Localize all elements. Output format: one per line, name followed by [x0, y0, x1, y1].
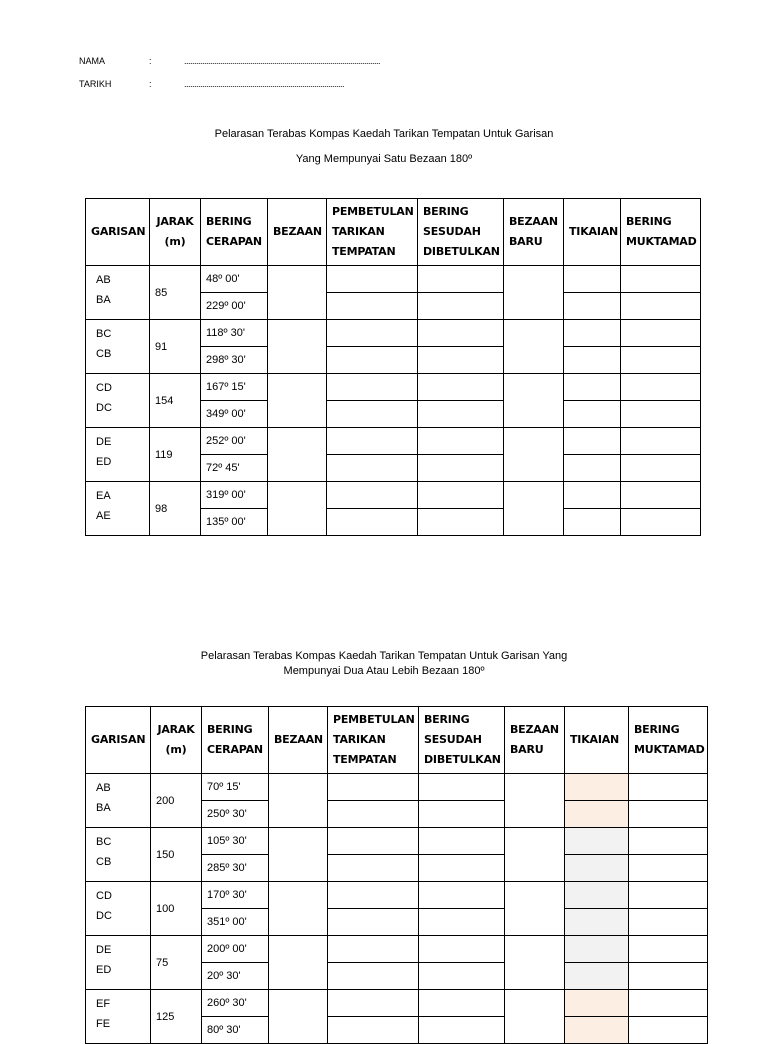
pembetulan-cell[interactable]	[327, 482, 418, 509]
table-row	[86, 882, 708, 909]
header-bezaan: BEZAAN	[269, 707, 328, 774]
table-row	[86, 320, 701, 347]
bezaan-baru-cell[interactable]	[505, 882, 565, 936]
garisan-cell	[86, 882, 151, 936]
bering-sesudah-cell[interactable]	[419, 801, 505, 828]
bering-cerapan-cell: 80º 30'	[202, 1017, 269, 1044]
jarak-cell: 150	[151, 828, 202, 882]
bering-cerapan-cell: 170º 30'	[202, 882, 269, 909]
line-label: BA	[96, 293, 111, 306]
garisan-cell	[86, 936, 151, 990]
bering-sesudah-cell[interactable]	[419, 774, 505, 801]
jarak-cell: 154	[150, 374, 201, 428]
bering-cerapan-cell: 48º 00'	[201, 266, 268, 293]
header-tikaian: TIKAIAN	[565, 707, 629, 774]
pembetulan-cell[interactable]	[327, 320, 418, 347]
garisan-cell	[86, 266, 150, 320]
bering-cerapan-cell: 72º 45'	[201, 455, 268, 482]
line-label: DE	[96, 943, 112, 956]
bering-cerapan-cell: 200º 00'	[202, 936, 269, 963]
pembetulan-cell[interactable]	[327, 428, 418, 455]
garisan-cell	[86, 320, 150, 374]
tikaian-cell[interactable]	[565, 909, 629, 936]
nama-field	[79, 56, 439, 68]
table1-body	[86, 266, 701, 536]
bering-cerapan-cell: 260º 30'	[202, 990, 269, 1017]
bezaan-cell[interactable]	[268, 482, 327, 536]
line-label: EF	[96, 997, 111, 1010]
header-tikaian: TIKAIAN	[564, 199, 621, 266]
bezaan-baru-cell[interactable]	[505, 828, 565, 882]
bering-cerapan-cell: 135º 00'	[201, 509, 268, 536]
line-label: BA	[96, 801, 111, 814]
pembetulan-cell[interactable]	[327, 455, 418, 482]
bering-sesudah-cell[interactable]	[418, 374, 504, 401]
section2-title-line1: Pelarasan Terabas Kompas Kaedah Tarikan Tempatan Untuk Garisan Yang	[200, 650, 568, 662]
tikaian-cell[interactable]	[565, 990, 629, 1017]
bering-sesudah-cell[interactable]	[419, 828, 505, 855]
garisan-cell	[86, 990, 151, 1044]
line-label: AE	[96, 509, 111, 522]
tarikh-label: TARIKH	[79, 79, 112, 89]
bering-muktamad-cell[interactable]	[621, 455, 701, 482]
tikaian-cell[interactable]	[565, 936, 629, 963]
bezaan-cell[interactable]	[268, 266, 327, 320]
tikaian-cell[interactable]	[565, 882, 629, 909]
tikaian-cell[interactable]	[564, 482, 621, 509]
garisan-cell	[86, 828, 151, 882]
bering-muktamad-cell[interactable]	[629, 909, 708, 936]
table1-header-row	[86, 199, 701, 266]
tikaian-cell[interactable]	[564, 293, 621, 320]
tarikh-blank[interactable]: ................................................................................	[184, 79, 345, 89]
bering-cerapan-cell: 252º 00'	[201, 428, 268, 455]
header-jarak: JARAK (m)	[150, 199, 201, 266]
pembetulan-cell[interactable]	[327, 347, 418, 374]
tikaian-cell[interactable]	[565, 801, 629, 828]
bering-sesudah-cell[interactable]	[419, 963, 505, 990]
jarak-cell: 85	[150, 266, 201, 320]
header-bering-muktamad: BERING MUKTAMAD	[629, 707, 708, 774]
header-bezaan: BEZAAN	[268, 199, 327, 266]
table-row	[86, 774, 708, 801]
tikaian-cell[interactable]	[564, 374, 621, 401]
bering-cerapan-cell: 250º 30'	[202, 801, 269, 828]
bering-cerapan-cell: 118º 30'	[201, 320, 268, 347]
table2-header-row	[86, 707, 708, 774]
bezaan-baru-cell[interactable]	[505, 936, 565, 990]
table2-body	[86, 774, 708, 1044]
line-label: CD	[96, 381, 112, 394]
header-bezaan-baru: BEZAAN BARU	[505, 707, 565, 774]
bering-sesudah-cell[interactable]	[418, 293, 504, 320]
bezaan-baru-cell[interactable]	[505, 774, 565, 828]
bezaan-cell[interactable]	[269, 936, 328, 990]
section1-title-line1: Pelarasan Terabas Kompas Kaedah Tarikan Tempatan Untuk Garisan	[214, 128, 554, 140]
pembetulan-cell[interactable]	[327, 293, 418, 320]
bering-muktamad-cell[interactable]	[629, 963, 708, 990]
bering-sesudah-cell[interactable]	[418, 455, 504, 482]
bering-sesudah-cell[interactable]	[419, 909, 505, 936]
pembetulan-cell[interactable]	[327, 401, 418, 428]
tikaian-cell[interactable]	[564, 347, 621, 374]
bering-sesudah-cell[interactable]	[419, 990, 505, 1017]
pembetulan-cell[interactable]	[328, 1017, 419, 1044]
pembetulan-cell[interactable]	[328, 828, 419, 855]
bering-muktamad-cell[interactable]	[629, 828, 708, 855]
bering-muktamad-cell[interactable]	[621, 428, 701, 455]
table-row	[86, 936, 708, 963]
header-pembetulan: PEMBETULAN TARIKAN TEMPATAN	[327, 199, 418, 266]
pembetulan-cell[interactable]	[327, 266, 418, 293]
bering-cerapan-cell: 167º 15'	[201, 374, 268, 401]
bering-sesudah-cell[interactable]	[418, 266, 504, 293]
line-label: EA	[96, 489, 111, 502]
header-pembetulan: PEMBETULAN TARIKAN TEMPATAN	[328, 707, 419, 774]
nama-colon: :	[149, 56, 152, 66]
bering-sesudah-cell[interactable]	[418, 428, 504, 455]
tikaian-cell[interactable]	[564, 455, 621, 482]
bering-cerapan-cell: 351º 00'	[202, 909, 269, 936]
bezaan-baru-cell[interactable]	[505, 990, 565, 1044]
jarak-cell: 200	[151, 774, 202, 828]
pembetulan-cell[interactable]	[328, 990, 419, 1017]
bezaan-cell[interactable]	[269, 828, 328, 882]
header-garisan: GARISAN	[86, 707, 151, 774]
table-row	[86, 266, 701, 293]
bering-muktamad-cell[interactable]	[629, 774, 708, 801]
garisan-cell	[86, 374, 150, 428]
pembetulan-cell[interactable]	[328, 909, 419, 936]
bering-muktamad-cell[interactable]	[621, 266, 701, 293]
tikaian-cell[interactable]	[565, 774, 629, 801]
header-jarak: JARAK (m)	[151, 707, 202, 774]
line-label: ED	[96, 455, 112, 468]
pembetulan-cell[interactable]	[328, 855, 419, 882]
bering-sesudah-cell[interactable]	[419, 855, 505, 882]
bering-cerapan-cell: 319º 00'	[201, 482, 268, 509]
bering-muktamad-cell[interactable]	[621, 482, 701, 509]
header-bering-muktamad: BERING MUKTAMAD	[621, 199, 701, 266]
bering-muktamad-cell[interactable]	[629, 990, 708, 1017]
tikaian-cell[interactable]	[565, 1017, 629, 1044]
bezaan-baru-cell[interactable]	[504, 482, 564, 536]
pembetulan-cell[interactable]	[327, 374, 418, 401]
pembetulan-cell[interactable]	[327, 509, 418, 536]
line-label: CB	[96, 855, 112, 868]
bering-sesudah-cell[interactable]	[419, 882, 505, 909]
bering-cerapan-cell: 20º 30'	[202, 963, 269, 990]
bering-muktamad-cell[interactable]	[621, 401, 701, 428]
bering-muktamad-cell[interactable]	[621, 374, 701, 401]
header-bering-sesudah: BERING SESUDAH DIBETULKAN	[418, 199, 504, 266]
bezaan-cell[interactable]	[269, 882, 328, 936]
tikaian-cell[interactable]	[565, 855, 629, 882]
tarikh-field	[79, 79, 439, 91]
garisan-cell	[86, 428, 150, 482]
bering-cerapan-cell: 229º 00'	[201, 293, 268, 320]
header-bering-sesudah: BERING SESUDAH DIBETULKAN	[419, 707, 505, 774]
bering-cerapan-cell: 70º 15'	[202, 774, 269, 801]
line-label: DE	[96, 435, 112, 448]
bering-muktamad-cell[interactable]	[629, 801, 708, 828]
bezaan-cell[interactable]	[269, 774, 328, 828]
bering-cerapan-cell: 285º 30'	[202, 855, 269, 882]
tikaian-cell[interactable]	[564, 266, 621, 293]
bezaan-baru-cell[interactable]	[504, 320, 564, 374]
section1-title-line2: Yang Mempunyai Satu Bezaan 180º	[295, 153, 473, 165]
bering-sesudah-cell[interactable]	[418, 347, 504, 374]
garisan-cell	[86, 774, 151, 828]
bezaan-baru-cell[interactable]	[504, 374, 564, 428]
line-label: DC	[96, 401, 112, 414]
traverse-table-2	[85, 706, 708, 1044]
line-label: CB	[96, 347, 112, 360]
jarak-cell: 100	[151, 882, 202, 936]
bering-sesudah-cell[interactable]	[419, 936, 505, 963]
bering-muktamad-cell[interactable]	[629, 936, 708, 963]
table-row	[86, 990, 708, 1017]
tarikh-colon: :	[149, 79, 152, 89]
pembetulan-cell[interactable]	[328, 801, 419, 828]
table-row	[86, 482, 701, 509]
table-row	[86, 428, 701, 455]
line-label: CD	[96, 889, 112, 902]
bering-cerapan-cell: 298º 30'	[201, 347, 268, 374]
bezaan-cell[interactable]	[268, 374, 327, 428]
bering-sesudah-cell[interactable]	[418, 509, 504, 536]
bezaan-cell[interactable]	[268, 320, 327, 374]
line-label: AB	[96, 273, 111, 286]
bering-muktamad-cell[interactable]	[629, 882, 708, 909]
bering-cerapan-cell: 105º 30'	[202, 828, 269, 855]
jarak-cell: 125	[151, 990, 202, 1044]
line-label: FE	[96, 1017, 111, 1030]
header-bering-cerapan: BERING CERAPAN	[201, 199, 268, 266]
tikaian-cell[interactable]	[564, 320, 621, 347]
line-label: BC	[96, 327, 112, 340]
bezaan-baru-cell[interactable]	[504, 266, 564, 320]
pembetulan-cell[interactable]	[328, 882, 419, 909]
bezaan-cell[interactable]	[269, 990, 328, 1044]
traverse-table-1	[85, 198, 701, 536]
tikaian-cell[interactable]	[564, 428, 621, 455]
bering-sesudah-cell[interactable]	[418, 401, 504, 428]
garisan-cell	[86, 482, 150, 536]
bezaan-baru-cell[interactable]	[504, 428, 564, 482]
bering-muktamad-cell[interactable]	[621, 293, 701, 320]
bering-muktamad-cell[interactable]	[629, 1017, 708, 1044]
bering-muktamad-cell[interactable]	[621, 509, 701, 536]
line-label: ED	[96, 963, 112, 976]
pembetulan-cell[interactable]	[328, 963, 419, 990]
pembetulan-cell[interactable]	[328, 936, 419, 963]
jarak-cell: 91	[150, 320, 201, 374]
pembetulan-cell[interactable]	[328, 774, 419, 801]
table-row	[86, 828, 708, 855]
bering-muktamad-cell[interactable]	[629, 855, 708, 882]
line-label: DC	[96, 909, 112, 922]
bering-muktamad-cell[interactable]	[621, 347, 701, 374]
bezaan-cell[interactable]	[268, 428, 327, 482]
nama-label: NAMA	[79, 56, 106, 66]
bering-sesudah-cell[interactable]	[419, 1017, 505, 1044]
jarak-cell: 98	[150, 482, 201, 536]
tikaian-cell[interactable]	[565, 828, 629, 855]
tikaian-cell[interactable]	[564, 509, 621, 536]
header-bezaan-baru: BEZAAN BARU	[504, 199, 564, 266]
bering-sesudah-cell[interactable]	[418, 320, 504, 347]
bering-sesudah-cell[interactable]	[418, 482, 504, 509]
jarak-cell: 75	[151, 936, 202, 990]
line-label: BC	[96, 835, 112, 848]
tikaian-cell[interactable]	[565, 963, 629, 990]
section2-title-line2: Mempunyai Dua Atau Lebih Bezaan 180º	[283, 665, 485, 677]
tikaian-cell[interactable]	[564, 401, 621, 428]
line-label: AB	[96, 781, 111, 794]
jarak-cell: 119	[150, 428, 201, 482]
bering-cerapan-cell: 349º 00'	[201, 401, 268, 428]
nama-blank[interactable]: ..................................................................................................	[184, 56, 381, 66]
table-row	[86, 374, 701, 401]
header-garisan: GARISAN	[86, 199, 150, 266]
bering-muktamad-cell[interactable]	[621, 320, 701, 347]
header-bering-cerapan: BERING CERAPAN	[202, 707, 269, 774]
